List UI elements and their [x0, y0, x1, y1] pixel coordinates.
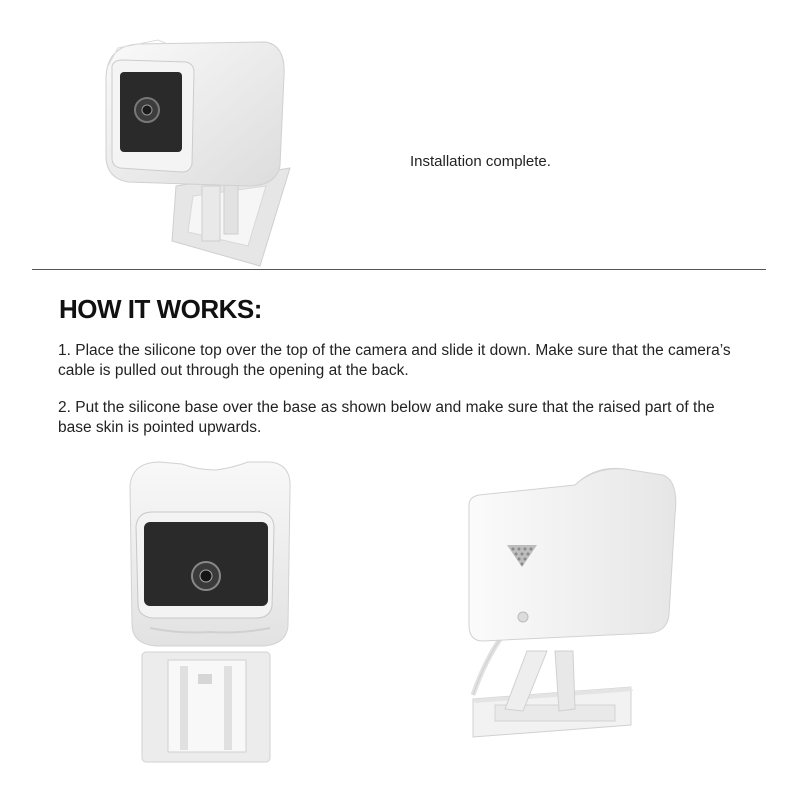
- step-1-text: 1. Place the silicone top over the top of the camera and slide it down. Make sure that the camera’s cable is pulled out through the opening at the back.: [58, 342, 731, 379]
- camera-installed-image: [98, 36, 298, 268]
- section-title: HOW IT WORKS:: [59, 294, 262, 324]
- step-2-text: 2. Put the silicone base over the base as shown below and make sure that the raised part of the base skin is pointed upwards.: [58, 399, 715, 436]
- section-divider: [32, 269, 766, 270]
- camera-back-view-image: [455, 455, 687, 755]
- installation-caption: Installation complete.: [410, 153, 551, 170]
- camera-front-view-image: [120, 456, 310, 768]
